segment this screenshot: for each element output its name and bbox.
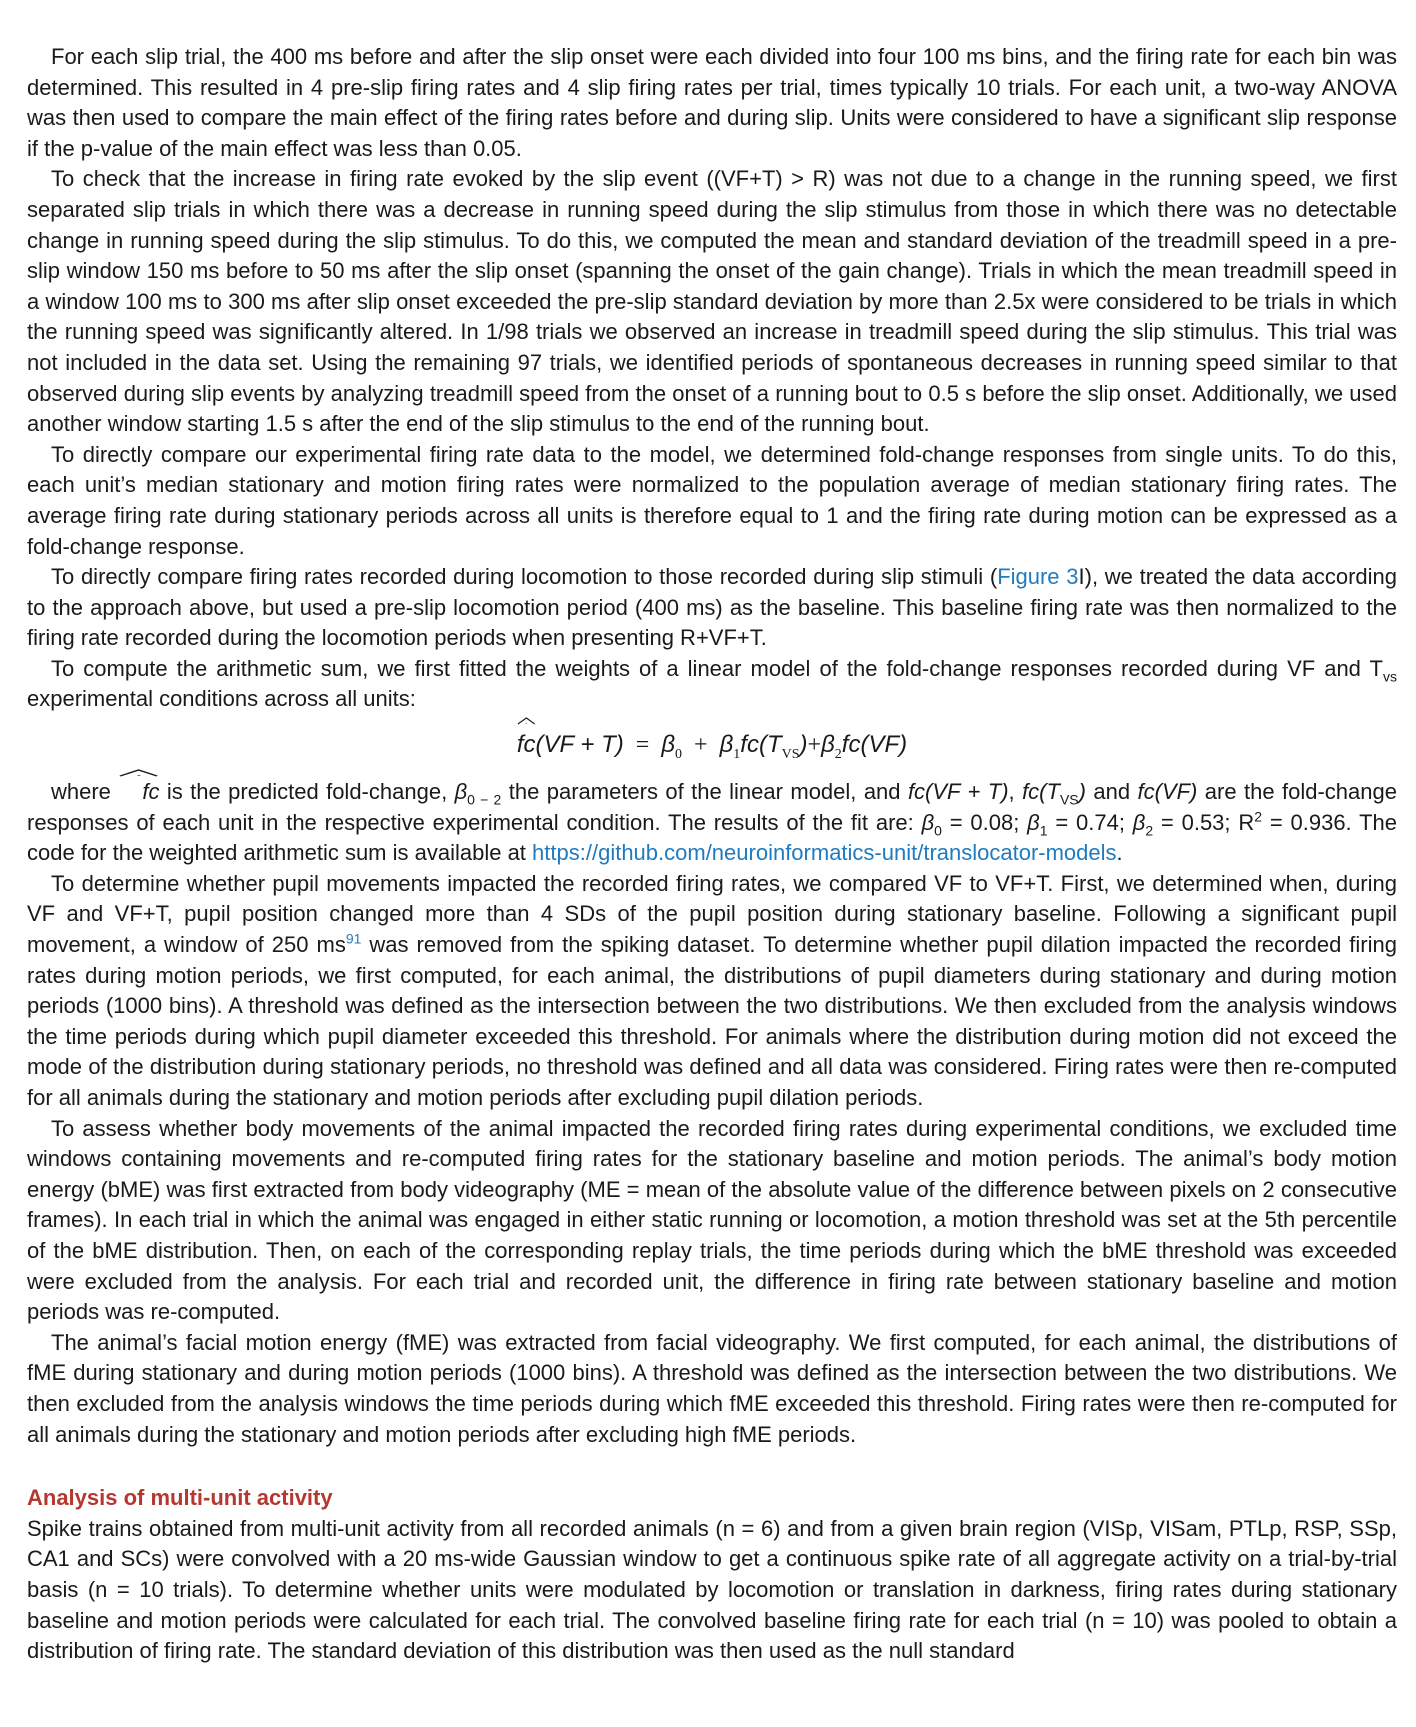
github-link[interactable]: https://github.com/neuroinformatics-unit/translocator-models — [532, 840, 1117, 866]
beta-2-subscript: 2 — [1145, 822, 1154, 839]
beta-0-subscript: 0 — [934, 822, 942, 839]
paragraph-fold-change: To directly compare our experimental firing rate data to the model, we determined fold-change responses from single units. To do this, each unit’s median stationary and motion firing rates were normalized to the population average of median stationary firing rates. The average firing rate during stationary periods across all units is therefore equal to 1 and the firing rate during motion can be expressed as a fold-change response. — [27, 441, 1397, 559]
text-span: the parameters of the linear model, and — [501, 779, 908, 805]
beta-0: β — [661, 731, 676, 759]
hat-accent-icon — [118, 769, 159, 777]
hat-accent-icon — [517, 717, 536, 725]
text-span: = 0.74; — [1047, 809, 1133, 835]
text-span: I), we treated the data according to the approach above, but used a pre-slip locomotion period (400 ms) as the baseline. This baseline firing rate was then normalized to the firing rate recorded during the locomotion periods when presenting R+VF+T. — [27, 564, 1397, 651]
text-span: are the fold-change responses of each unit in the respective experimental condition. The results of the fit are: — [27, 779, 1397, 835]
text-span: To directly compare firing rates recorded during locomotion to those recorded during slip stimuli ( — [51, 564, 998, 590]
subscript: vs — [1383, 668, 1397, 685]
paragraph-pupil — [27, 869, 1397, 1114]
tvs-subscript: VS — [1059, 791, 1079, 808]
fc-vf: fc(VF) — [1137, 779, 1198, 805]
text-span: experimental conditions across all units: — [27, 686, 416, 712]
paragraph-arithmetic-sum — [27, 654, 1397, 715]
text-span: To compute the arithmetic sum, we first fitted the weights of a linear model of the fold-change responses recorded during VF and T — [51, 655, 1383, 681]
r-squared-superscript: 2 — [1254, 808, 1263, 825]
fc-tvs: fc(T — [1022, 779, 1060, 805]
plus-sign: + — [694, 732, 708, 759]
fc-tvs-close: ) — [799, 731, 808, 759]
text-span: . — [1116, 840, 1123, 866]
text-span: and — [1085, 779, 1138, 805]
paragraph-running-speed: To check that the increase in firing rate evoked by the slip event ((VF+T) > R) was not due to a change in the running speed, we first separated slip trials in which there was a decrease in running speed during the slip stimulus from those in which there was no detectable change in running speed during the slip stimulus. To do this, we computed the mean and standard deviation of the treadmill speed in a pre-slip window 150 ms before to 50 ms after the slip onset (spanning the onset of the gain change). Trials in which the mean treadmill speed in a window 100 ms to 300 ms after slip onset exceeded the pre-slip standard deviation by more than 2.5x were considered to be trials in which the running speed was significantly altered. In 1/98 trials we observed an increase in treadmill speed during the slip stimulus. This trial was not included in the data set. Using the remaining 97 trials, we identified periods of spontaneous decreases in running speed similar to that observed during slip events by analyzing treadmill speed from the onset of a running bout to 0.5 s before the slip onset. Additionally, we used another window starting 1.5 s after the end of the slip stimulus to the end of the running bout. — [27, 166, 1397, 437]
fc-vf-t: fc(VF + T) — [907, 779, 1009, 805]
text-span: To determine whether pupil movements impacted the recorded firing rates, we compared VF to VF+T. First, we determined when, during VF and VF+T, pupil position changed more than 4 SDs of the pupil position during stationary baseline. Following a significant pupil movement, a window of 250 ms — [27, 870, 1397, 958]
beta-1: β — [719, 731, 734, 759]
paragraph-slip-anova: For each slip trial, the 400 ms before and after the slip onset were each divided into four 100 ms bins, and the firing rate for each bin was determined. This resulted in 4 pre-slip firing rates and 4 slip firing rates per trial, times typically 10 trials. For each unit, a two-way ANOVA was then used to compare the main effect of the firing rates before and during slip. Units were considered to have a significant slip response if the p-value of the main effect was less than 0.05. — [27, 44, 1397, 161]
text-span: = 0.53; R — [1153, 809, 1255, 835]
beta-2-subscript: 2 — [834, 746, 842, 762]
beta-1-subscript: 1 — [1039, 822, 1048, 839]
beta-1-subscript: 1 — [733, 746, 741, 762]
beta-subscript: 0 − 2 — [467, 791, 502, 808]
fc-vf: fc(VF) — [841, 731, 908, 759]
text-span: = 0.936. The code for the weighted arithmetic sum is available at — [27, 809, 1397, 866]
article-page — [27, 42, 1397, 1667]
paragraph-body-motion: To assess whether body movements of the animal impacted the recorded firing rates during experimental conditions, we excluded time windows containing movements and re-computed firing rates for the stationary baseline and motion periods. The animal’s body motion energy (bME) was first extracted from body videography (ME = mean of the absolute value of the difference between pixels on 2 consecutive frames). In each trial in which the animal was engaged in either static running or locomotion, a motion threshold was set at the 5th percentile of the bME distribution. Then, on each of the corresponding replay trials, the time periods during which the bME threshold was exceeded were excluded from the analysis. For each trial and recorded unit, the difference in firing rate between stationary baseline and motion periods was re-computed. — [27, 1115, 1397, 1325]
fc-symbol: fc — [142, 779, 160, 805]
beta: β — [454, 779, 468, 805]
paragraph-locomotion-vs-slip — [27, 562, 1397, 654]
beta-0-subscript: 0 — [675, 746, 683, 762]
paragraph-fit-results — [27, 777, 1397, 869]
fc-hat — [517, 725, 536, 765]
beta-2: β — [1132, 809, 1146, 835]
tvs-subscript: VS — [781, 746, 800, 762]
plus-sign: + — [807, 732, 822, 759]
text-span: = 0.08; — [941, 809, 1028, 835]
reference-91-link[interactable]: 91 — [345, 930, 362, 947]
linear-model-equation — [27, 725, 1397, 765]
fc-hat-inline — [118, 777, 159, 808]
paragraph-facial-motion: The animal’s facial motion energy (fME) was extracted from facial videography. We first computed, for each animal, the distributions of fME during stationary and during motion periods (1000 bins). A threshold was defined as the intersection between the two distributions. We then excluded from the analysis windows the time periods during which fME exceeded this threshold. Firing rates were then re-computed for all animals during the stationary and motion periods after excluding high fME periods. — [27, 1329, 1397, 1447]
equals-sign: = — [635, 732, 650, 759]
fc-tvs-close: ) — [1078, 779, 1086, 805]
text-span: is the predicted fold-change, — [159, 779, 455, 805]
section-heading: Analysis of multi-unit activity — [27, 1485, 333, 1511]
figure-3-link[interactable]: Figure 3 — [997, 564, 1079, 590]
beta-2: β — [821, 731, 835, 759]
beta-0: β — [921, 809, 935, 835]
text-span: was removed from the spiking dataset. To determine whether pupil dilation impacted the recorded firing rates during motion periods, we first computed, for each animal, the distributions of pupil diameters during stationary and during motion periods (1000 bins). A threshold was defined as the intersection between the two distributions. We then excluded from the analysis windows the time periods during which pupil diameter exceeded this threshold. For animals where the distribution during motion did not exceed the mode of the distribution during stationary periods, no threshold was defined and all data was considered. Firing rates were then re-computed for all animals during the stationary and motion periods after excluding pupil dilation periods. — [27, 932, 1397, 1110]
paragraph-multi-unit: Spike trains obtained from multi-unit activity from all recorded animals (n = 6) and from a given brain region (VISp, VISam, PTLp, RSP, SSp, CA1 and SCs) were convolved with a 20 ms-wide Gaussian window to get a continuous spike rate of all aggregate activity on a trial-by-trial basis (n = 10 trials). To determine whether units were modulated by locomotion or translation in darkness, firing rates during stationary baseline and motion periods were calculated for each trial. The convolved baseline firing rate for each trial (n = 10) was pooled to obtain a distribution of firing rate. The standard deviation of this distribution was then used as the null standard — [27, 1515, 1397, 1664]
lhs-argument: (VF + T) — [535, 731, 624, 759]
fc-tvs: fc(T — [740, 731, 782, 759]
beta-1: β — [1027, 809, 1040, 835]
text-span: where — [51, 779, 119, 805]
text-span: , — [1008, 779, 1023, 805]
fc-symbol: fc — [516, 731, 536, 759]
